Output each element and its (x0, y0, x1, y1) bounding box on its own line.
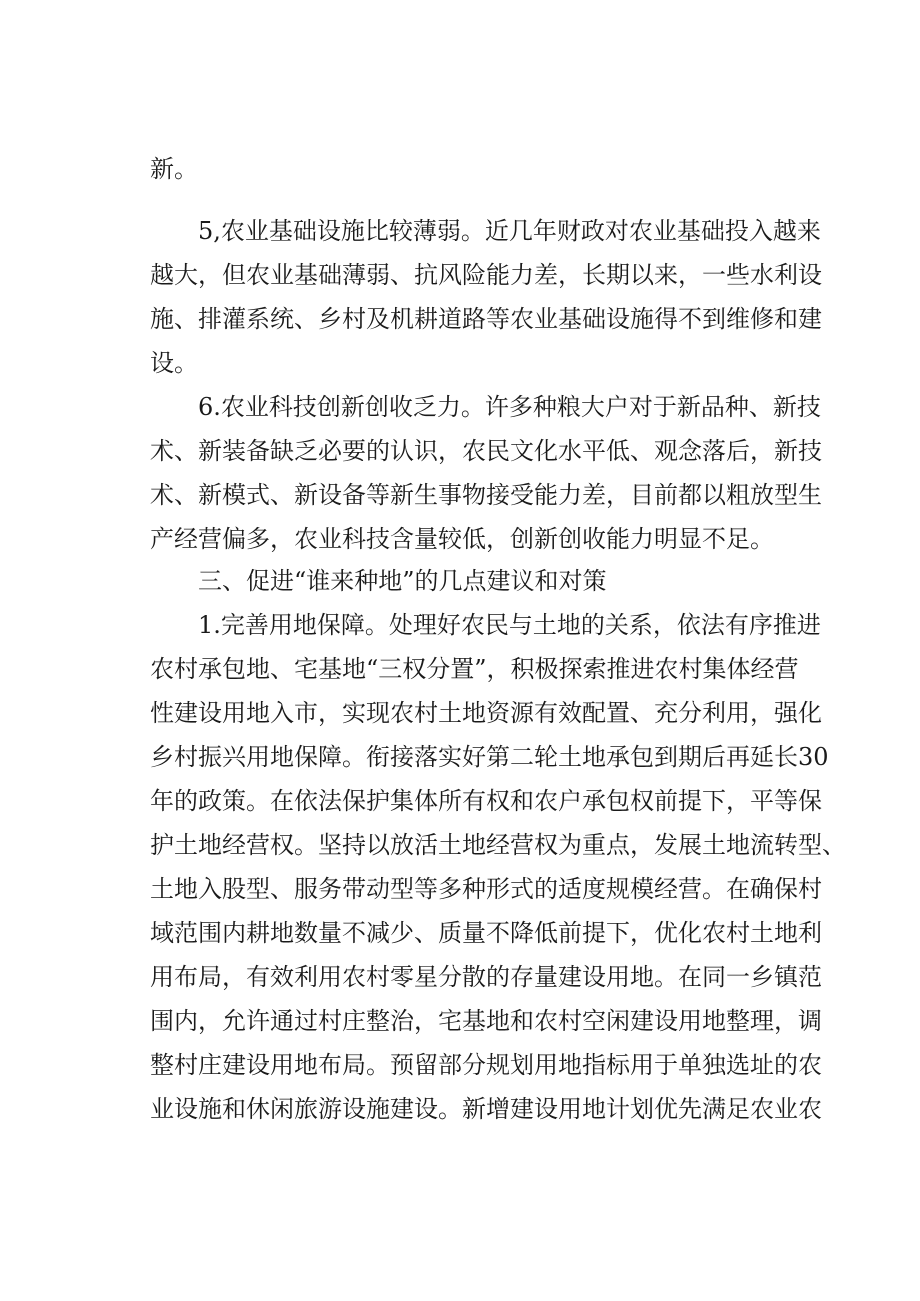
text-line-3: 越大，但农业基础薄弱、抗风险能力差，长期以来，一些水利设 (150, 261, 822, 289)
text-line-14: 乡村振兴用地保障。衔接落实好第二轮土地承包到期后再延长30 (150, 743, 829, 771)
text-line-8: 术、新模式、新设备等新生事物接受能力差，目前都以粗放型生 (150, 481, 822, 509)
text-line-11: 1.完善用地保障。处理好农民与土地的关系，依法有序推进 (198, 611, 821, 639)
text-line-6: 6.农业科技创新创收乏力。许多种粮大户对于新品种、新技 (198, 393, 821, 421)
text-line-12: 农村承包地、宅基地“三权分置”，积极探索推进农村集体经营 (150, 655, 799, 683)
text-line-22: 业设施和休闲旅游设施建设。新增建设用地计划优先满足农业农 (150, 1095, 822, 1123)
text-line-20: 围内，允许通过村庄整治，宅基地和农村空闲建设用地整理，调 (150, 1007, 822, 1035)
section-heading: 三、促进“谁来种地”的几点建议和对策 (198, 567, 607, 595)
text-line-15: 年的政策。在依法保护集体所有权和农户承包权前提下，平等保 (150, 787, 822, 815)
text-line-2: 5,农业基础设施比较薄弱。近几年财政对农业基础投入越来 (198, 217, 821, 245)
text-line-7: 术、新装备缺乏必要的认识，农民文化水平低、观念落后，新技 (150, 437, 822, 465)
text-line-16: 护土地经营权。坚持以放活土地经营权为重点，发展土地流转型、 (150, 831, 846, 859)
text-line-17: 土地入股型、服务带动型等多种形式的适度规模经营。在确保村 (150, 875, 822, 903)
text-line-4: 施、排灌系统、乡村及机耕道路等农业基础设施得不到维修和建 (150, 305, 822, 333)
text-line-1: 新。 (150, 155, 198, 183)
text-line-9: 产经营偏多，农业科技含量较低，创新创收能力明显不足。 (150, 525, 774, 553)
text-line-13: 性建设用地入市，实现农村土地资源有效配置、充分利用，强化 (150, 699, 822, 727)
text-line-18: 域范围内耕地数量不减少、质量不降低前提下，优化农村土地利 (150, 919, 822, 947)
text-line-5: 设。 (150, 349, 198, 377)
text-line-21: 整村庄建设用地布局。预留部分规划用地指标用于单独选址的农 (150, 1051, 822, 1079)
text-line-19: 用布局，有效利用农村零星分散的存量建设用地。在同一乡镇范 (150, 963, 822, 991)
